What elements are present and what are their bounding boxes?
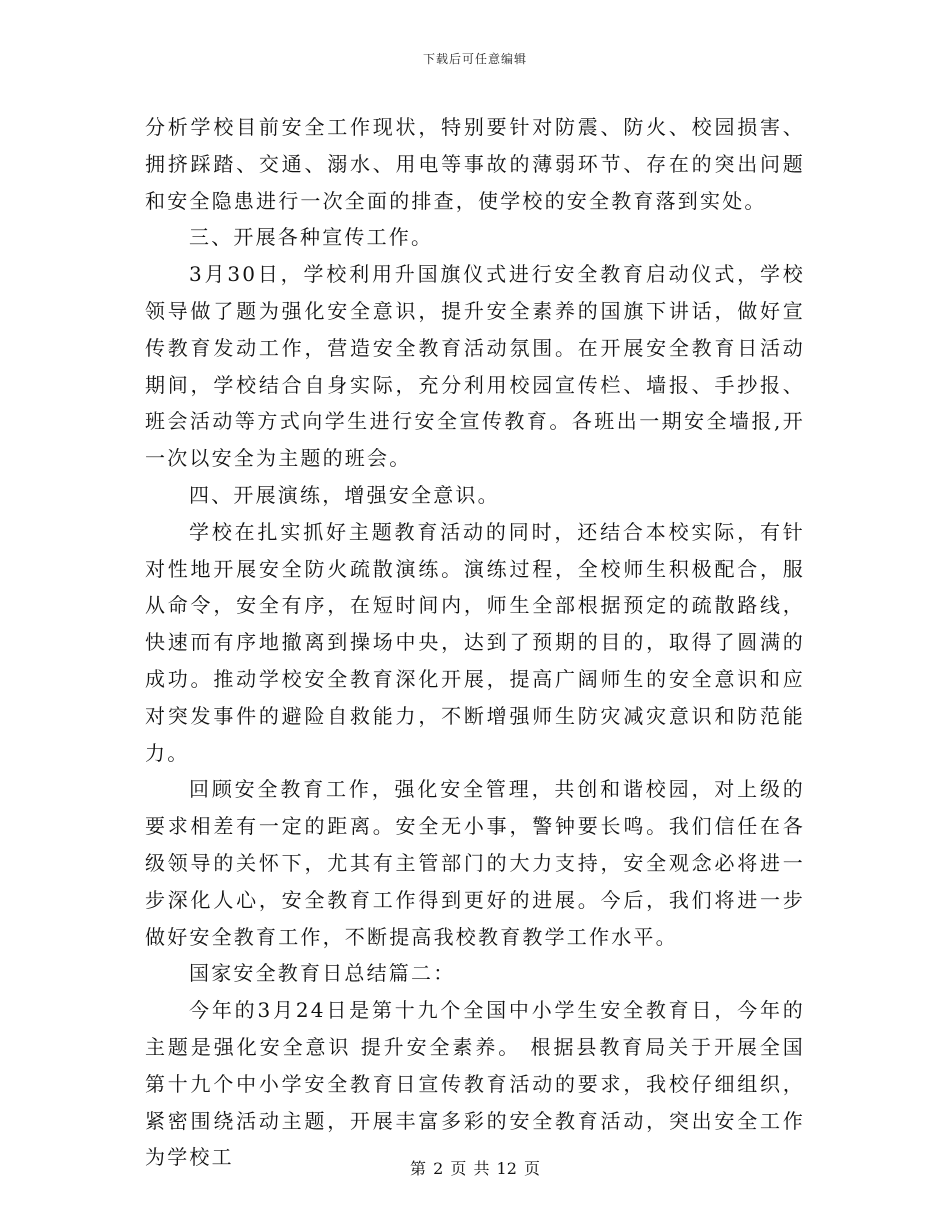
section-heading-3: 三、开展各种宣传工作。 [189,225,434,250]
page-number: 第 2 页 共 12 页 [410,1159,540,1178]
paragraph-part-two-intro: 今年的3月24日是第十九个全国中小学生安全教育日，今年的主题是强化安全意识 提升安全素养。 根据县教育局关于开展全国第十九个中小学安全教育日宣传教育活动的要求，我校仔细组织，紧密围绕活动主题，开展丰富多彩的安全教育活动，突出安全工作为学校工 [145,998,805,1170]
article-part-two-heading: 国家安全教育日总结篇二： [189,961,456,986]
section-heading-4: 四、开展演练，增强安全意识。 [189,482,500,507]
paragraph-drill: 学校在扎实抓好主题教育活动的同时，还结合本校实际，有针对性地开展安全防火疏散演练。演练过程，全校师生积极配合，服从命令，安全有序，在短时间内，师生全部根据预定的疏散路线，快速而有序地撤离到操场中央，达到了预期的目的，取得了圆满的成功。推动学校安全教育深化开展，提高广阔师生的安全意识和应对突发事件的避险自救能力，不断增强师生防灾减灾意识和防范能力。 [145,519,805,765]
page-header-note: 下载后可任意编辑 [422,52,527,66]
paragraph-review: 回顾安全教育工作，强化安全管理，共创和谐校园，对上级的要求相差有一定的距离。安全无小事，警钟要长鸣。我们信任在各级领导的关怀下，尤其有主管部门的大力支持，安全观念必将进一步深化人心，安全教育工作得到更好的进展。今后，我们将进一步做好安全教育工作，不断提高我校教育教学工作水平。 [145,777,805,949]
paragraph-publicity: 3月30日，学校利用升国旗仪式进行安全教育启动仪式，学校领导做了题为强化安全意识，提升安全素养的国旗下讲话，做好宣传教育发动工作，营造安全教育活动氛围。在开展安全教育日活动期间，学校结合自身实际，充分利用校园宣传栏、墙报、手抄报、班会活动等方式向学生进行安全宣传教育。各班出一期安全墙报,开一次以安全为主题的班会。 [145,262,805,471]
paragraph-intro: 分析学校目前安全工作现状，特别要针对防震、防火、校园损害、拥挤踩踏、交通、溺水、用电等事故的薄弱环节、存在的突出问题和安全隐患进行一次全面的排查，使学校的安全教育落到实处。 [145,115,805,213]
document-body [145,109,805,1176]
